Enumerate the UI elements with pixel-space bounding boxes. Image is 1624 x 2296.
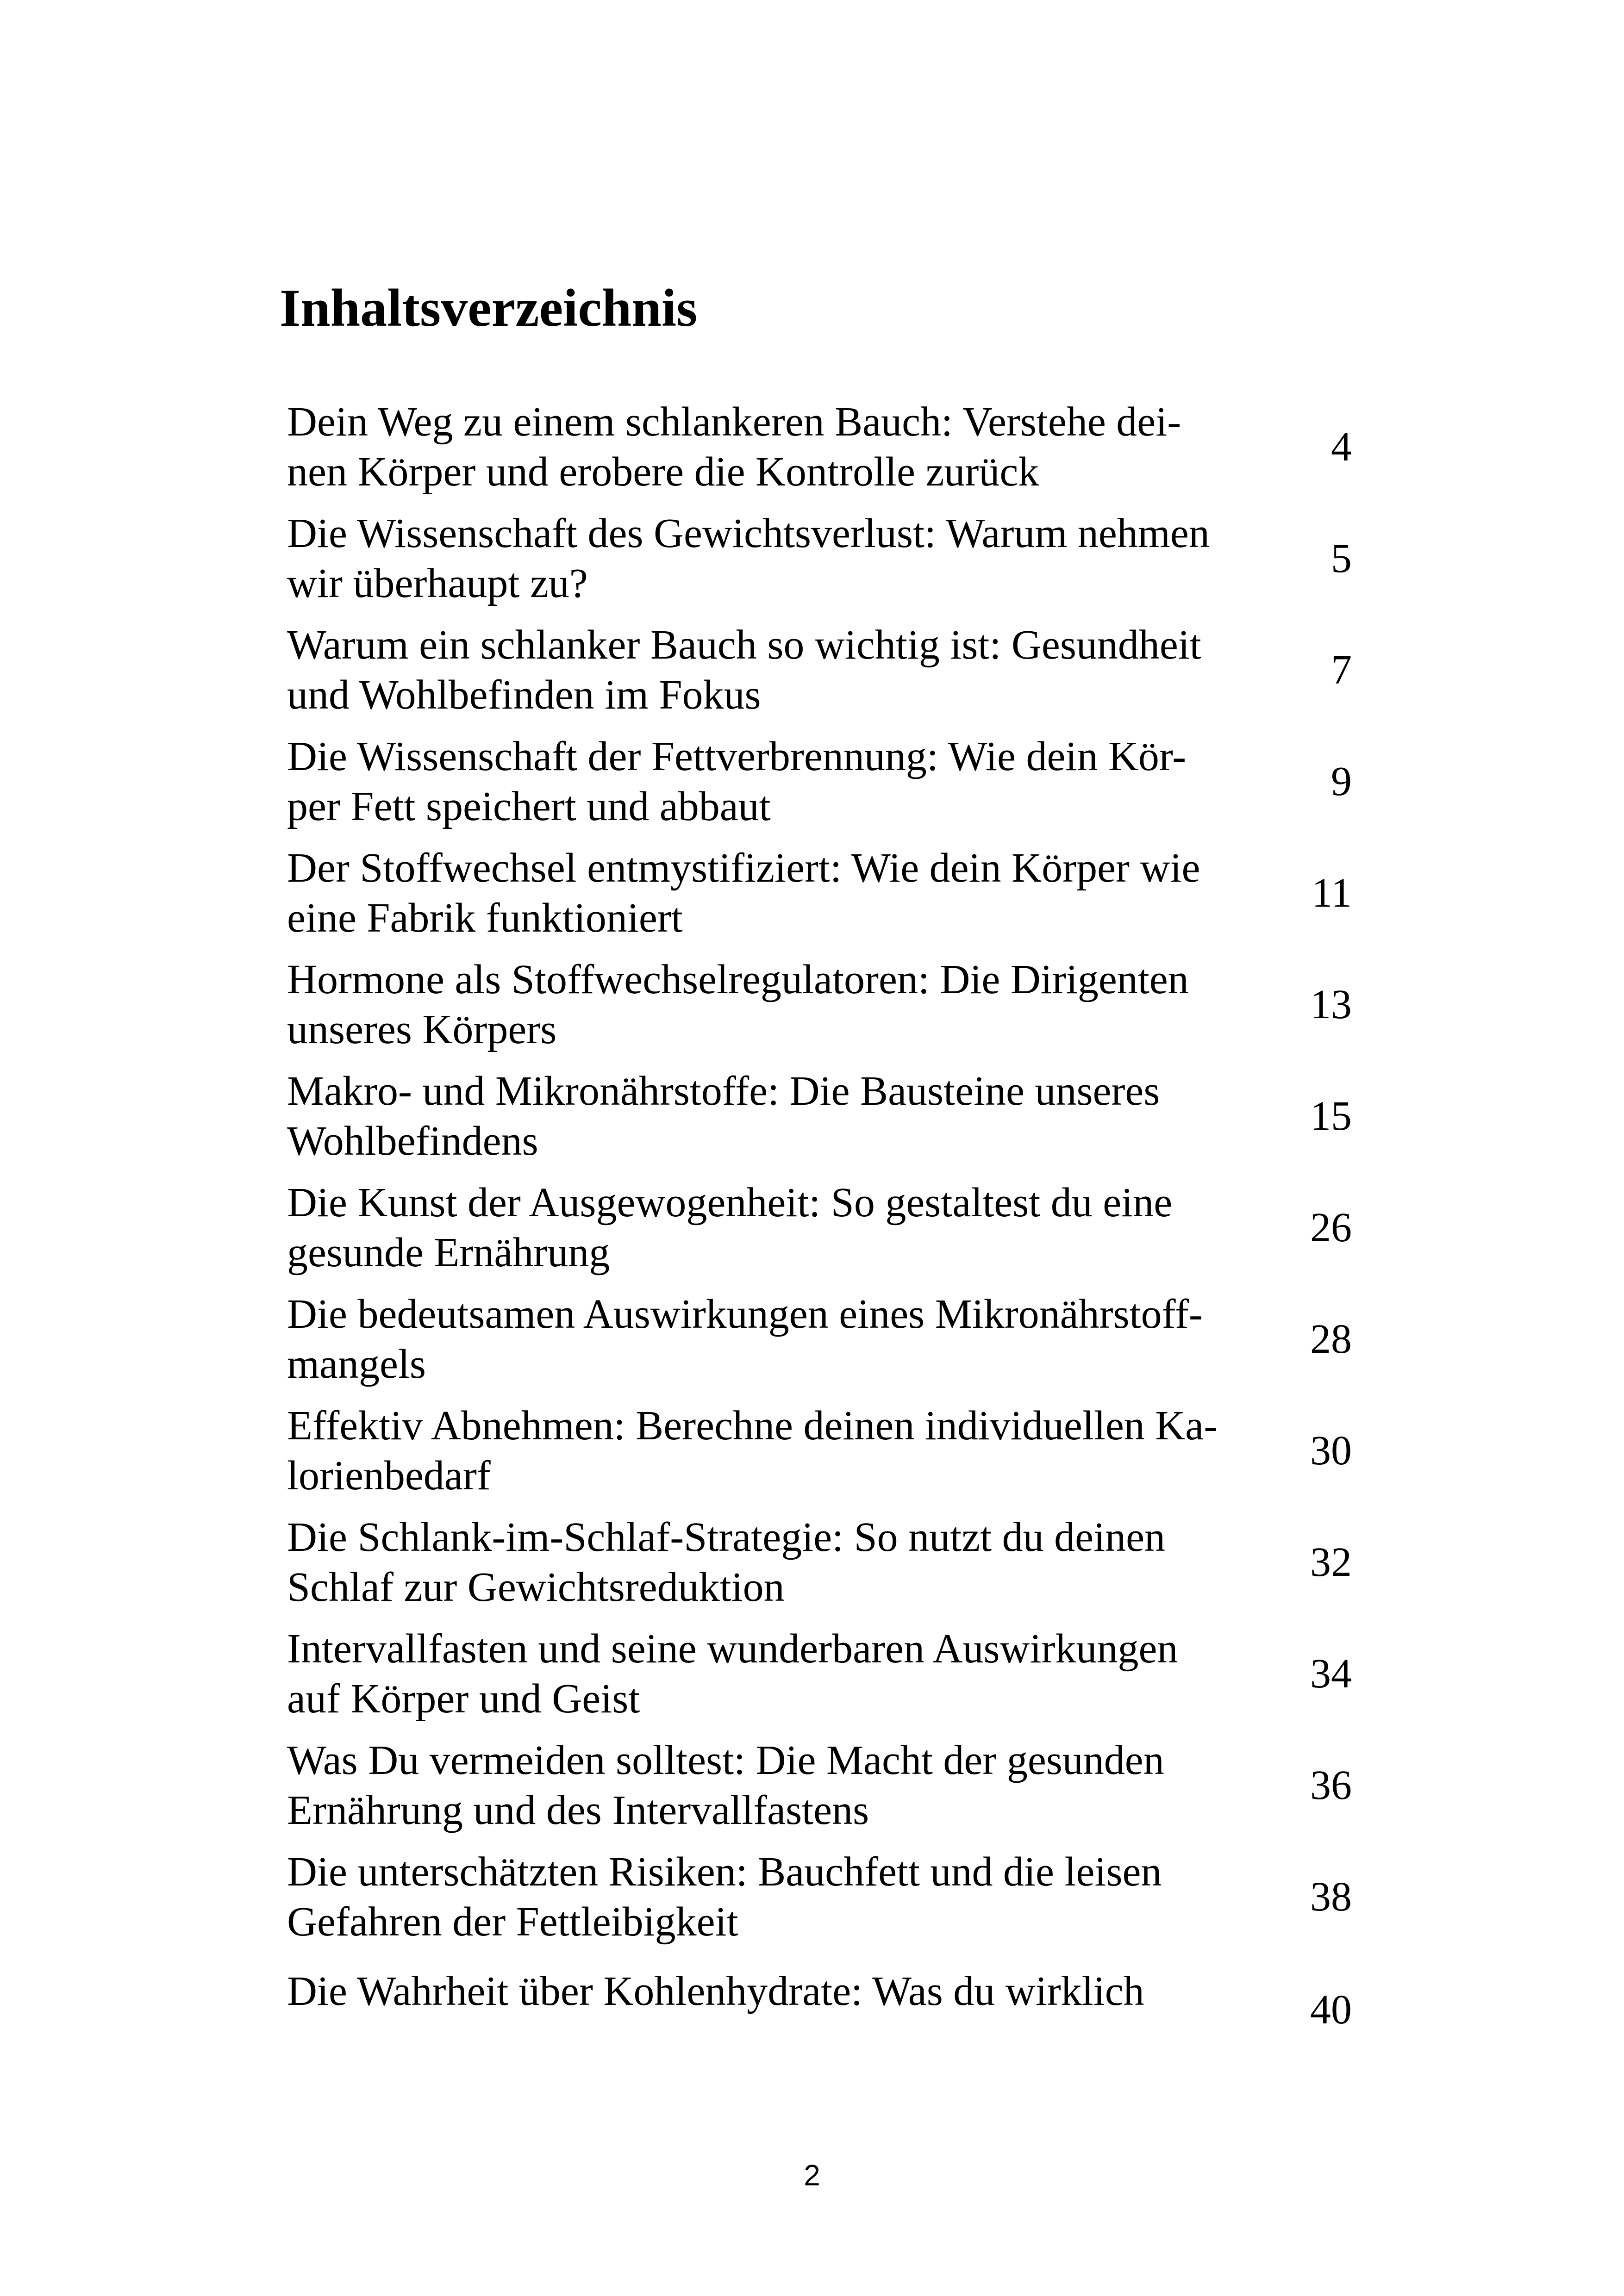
toc-entry[interactable]	[287, 1506, 1352, 1618]
toc-entry-title-line: Makro- und Mikronährstoffe: Die Bausteine unseres	[287, 1068, 1160, 1114]
toc-entry-title	[287, 1624, 1282, 1724]
toc-entry[interactable]	[287, 1395, 1352, 1506]
toc-entry-title-line: per Fett speichert und abbaut	[287, 783, 771, 829]
toc-entry[interactable]	[287, 391, 1352, 503]
toc-entry-page-number: 40	[1310, 1987, 1352, 2033]
toc-entry-page-number: 11	[1312, 870, 1352, 916]
toc-entry-title-line: Warum ein schlanker Bauch so wichtig ist: Gesundheit	[287, 622, 1201, 668]
toc-entry[interactable]	[287, 949, 1352, 1060]
toc-entry-title-line: Die Wissenschaft des Gewichtsverlust: Warum nehmen	[287, 510, 1210, 556]
toc-entry[interactable]	[287, 726, 1352, 837]
toc-entry-title	[287, 843, 1282, 943]
toc-entry-title	[287, 732, 1282, 832]
toc-entry-title-line: Die bedeutsamen Auswirkungen eines Mikronährstoff-	[287, 1291, 1203, 1337]
toc-entry[interactable]	[287, 1730, 1352, 1841]
toc-entry-title-line: nen Körper und erobere die Kontrolle zurück	[287, 448, 1039, 495]
toc-entry-title	[287, 1847, 1282, 1947]
toc-entry-page-number: 30	[1310, 1427, 1352, 1474]
toc-entry-title-line: mangels	[287, 1341, 426, 1387]
toc-entry-title	[287, 955, 1282, 1055]
toc-entry[interactable]	[287, 614, 1352, 726]
toc-entry-title-line: Der Stoffwechsel entmystifiziert: Wie dein Körper wie	[287, 845, 1200, 891]
toc-entry[interactable]	[287, 503, 1352, 614]
toc-heading: Inhaltsverzeichnis	[280, 279, 698, 338]
page-number: 2	[804, 2159, 820, 2192]
toc-list	[287, 391, 1352, 2078]
toc-entry-title	[287, 1066, 1282, 1166]
toc-entry-title-line: Hormone als Stoffwechselregulatoren: Die Dirigenten	[287, 956, 1189, 1002]
toc-entry-title-line: und Wohlbefinden im Fokus	[287, 672, 761, 718]
toc-entry-title-line: Was Du vermeiden solltest: Die Macht der gesunden	[287, 1737, 1164, 1783]
toc-entry-title-line: Effektiv Abnehmen: Berechne deinen individuellen Ka-	[287, 1402, 1218, 1449]
toc-entry-title	[287, 620, 1282, 720]
toc-entry-title-line: Die Wissenschaft der Fettverbrennung: Wie dein Kör-	[287, 733, 1187, 779]
toc-entry-title	[287, 1512, 1282, 1612]
toc-entry[interactable]	[287, 837, 1352, 949]
toc-entry-title-line: gesunde Ernährung	[287, 1229, 610, 1276]
toc-entry-title	[287, 1401, 1282, 1501]
toc-entry-title-line: Wohlbefindens	[287, 1118, 538, 1164]
toc-entry-title-line: Die Schlank-im-Schlaf-Strategie: So nutzt du deinen	[287, 1514, 1166, 1560]
toc-entry-page-number: 38	[1310, 1873, 1352, 1920]
toc-entry-page-number: 5	[1331, 535, 1352, 581]
toc-entry-page-number: 4	[1331, 423, 1352, 470]
toc-entry-title-line: lorienbedarf	[287, 1452, 491, 1499]
toc-entry-title-line: Die Kunst der Ausgewogenheit: So gestaltest du eine	[287, 1179, 1173, 1226]
toc-entry-title	[287, 1736, 1282, 1836]
toc-entry-page-number: 36	[1310, 1762, 1352, 1808]
toc-entry-title	[287, 509, 1282, 609]
toc-entry-title-line: Schlaf zur Gewichtsreduktion	[287, 1564, 785, 1610]
toc-entry-page-number: 13	[1310, 981, 1352, 1027]
toc-entry-title	[287, 1289, 1282, 1389]
toc-entry-title	[287, 1178, 1282, 1278]
toc-entry-page-number: 28	[1310, 1316, 1352, 1362]
toc-entry-title-line: Die unterschätzten Risiken: Bauchfett und die leisen	[287, 1848, 1162, 1895]
toc-entry[interactable]	[287, 1618, 1352, 1730]
toc-entry-title-line: Intervallfasten und seine wunderbaren Auswirkungen	[287, 1625, 1178, 1672]
toc-entry-page-number: 32	[1310, 1539, 1352, 1585]
toc-entry-title-line: wir überhaupt zu?	[287, 560, 588, 606]
toc-entry-title-line: Die Wahrheit über Kohlenhydrate: Was du wirklich	[287, 1968, 1144, 2014]
toc-entry-page-number: 34	[1310, 1650, 1352, 1697]
toc-entry-title-line: unseres Körpers	[287, 1006, 557, 1052]
toc-entry-title	[287, 397, 1282, 497]
toc-entry-page-number: 26	[1310, 1204, 1352, 1251]
toc-entry-page-number: 9	[1331, 758, 1352, 804]
toc-entry-title-line: eine Fabrik funktioniert	[287, 895, 683, 941]
toc-entry[interactable]	[287, 1841, 1352, 1953]
toc-entry[interactable]	[287, 1283, 1352, 1395]
toc-entry-page-number: 7	[1331, 647, 1352, 693]
toc-entry[interactable]	[287, 1060, 1352, 1172]
toc-entry-title-line: Gefahren der Fettleibigkeit	[287, 1898, 738, 1945]
toc-entry-page-number: 15	[1310, 1093, 1352, 1139]
toc-entry-title-line: auf Körper und Geist	[287, 1675, 640, 1722]
toc-entry-title-line: Ernährung und des Intervallfastens	[287, 1787, 869, 1833]
toc-entry[interactable]	[287, 1953, 1352, 2078]
toc-entry-title	[287, 1966, 1282, 2016]
toc-entry-title-line: Dein Weg zu einem schlankeren Bauch: Verstehe dei-	[287, 398, 1181, 445]
toc-entry[interactable]	[287, 1172, 1352, 1283]
